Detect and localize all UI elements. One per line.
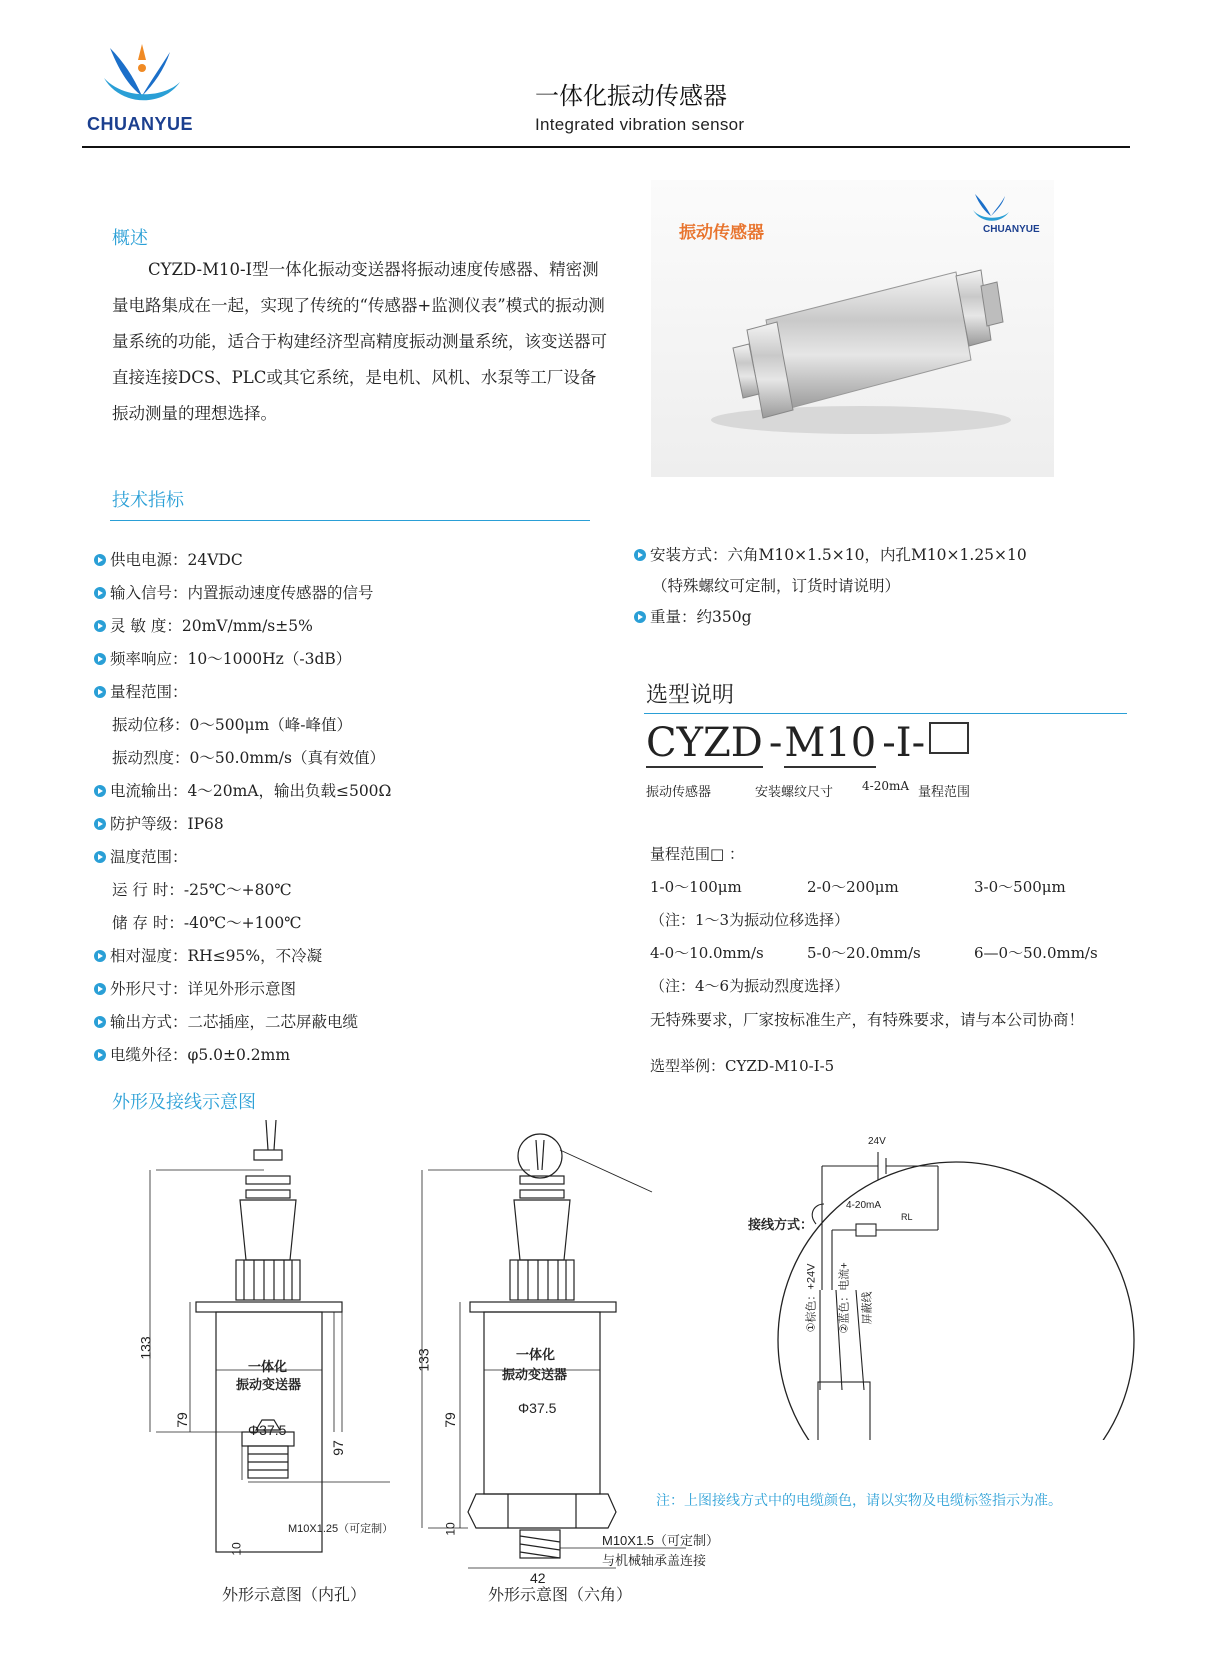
spec-text: 振动位移：0～500μm（峰-峰值） [112,716,352,734]
bullet-icon [94,785,106,797]
wiring-diagram [760,1120,1150,1440]
bullet-icon [94,983,106,995]
code-dash: - [768,720,783,766]
spec-text: 电流输出：4～20mA，输出负载≤500Ω [110,782,392,800]
mid-body-line2: 振动变送器 [502,1367,568,1382]
outline-drawing-hex [420,1120,720,1580]
page-title: 一体化振动传感器 [535,83,727,110]
specs-heading: 技术指标 [112,490,184,511]
bullet-icon [634,611,646,623]
left-thread-spec: M10X1.25（可定制） [288,1523,394,1535]
mid-dim-phi: Φ37.5 [518,1400,557,1416]
spec-item [94,977,296,999]
bullet-icon [94,686,106,698]
spec-text: 输出方式：二芯插座，二芯屏蔽电缆 [110,1013,359,1031]
spec-item [94,779,391,801]
range-note-2: （注：4～6为振动烈度选择） [650,977,850,995]
code-label-thread: 安装螺纹尺寸 [755,785,834,800]
mid-body-line1: 一体化 [516,1347,556,1362]
logo-mark-icon [80,38,200,108]
spec-item [94,581,374,603]
overview-text: CYZD-M10-I型一体化振动变送器将振动速度传感器、精密测量电路集成在一起，实现了传统的“传感器+监测仪表”模式的振动测量系统的功能，适合于构建经济型高精度振动测量系统，该变送器可直接连接DCS、PLC或其它系统，是电机、风机、水泵等工厂设备振动测量的理想选择。 [112,260,607,423]
range-option-5: 5-0～20.0mm/s [807,944,921,962]
spec-item [634,605,752,627]
left-body-line1: 一体化 [248,1359,288,1374]
spec-text: 储 存 时：-40℃～+100℃ [112,914,302,932]
spec-text: 相对湿度：RH≤95%，不冷凝 [110,947,323,965]
code-thread: M10 [784,720,877,766]
spec-item [94,1043,290,1065]
code-label-series: 振动传感器 [646,785,712,800]
spec-text: 输入信号：内置振动速度传感器的信号 [110,584,374,602]
left-dim-79: 79 [173,1412,190,1428]
drawings-heading: 外形及接线示意图 [112,1092,256,1113]
spec-item [94,647,351,669]
left-caption: 外形示意图（内孔） [222,1585,367,1604]
spec-text: 运 行 时：-25℃～+80℃ [112,881,292,899]
mid-dim-79: 79 [441,1412,458,1428]
left-dim-97: 97 [329,1440,346,1456]
spec-item [652,574,900,596]
bullet-icon [94,1049,106,1061]
mid-dim-133: 133 [415,1348,432,1372]
left-dim-133: 133 [137,1336,154,1360]
wiring-label: 接线方式： [748,1217,814,1232]
bullet-icon [94,1016,106,1028]
wiring-wire-brown: ①棕色：+24V [805,1263,818,1333]
code-series: CYZD [646,720,763,766]
brand-name: CHUANYUE [86,114,193,134]
selection-heading: 选型说明 [646,683,735,708]
bullet-icon [94,818,106,830]
product-photo [651,180,1054,477]
bullet-icon [94,950,106,962]
spec-text: 安装方式：六角M10×1.5×10，内孔M10×1.25×10 [650,546,1027,564]
spec-item [94,944,322,966]
bullet-icon [94,587,106,599]
spec-text: 供电电源：24VDC [110,551,243,569]
spec-text: 防护等级：IP68 [110,815,224,833]
model-code [646,720,969,768]
spec-item [634,543,1027,565]
overview-heading: 概述 [112,228,148,249]
code-range-box [929,722,969,754]
wiring-current: 4-20mA [846,1200,882,1211]
code-label-output: 4-20mA [862,779,910,793]
range-option-1: 1-0～100μm [650,878,742,896]
spec-text: 电缆外径：φ5.0±0.2mm [110,1046,291,1064]
selection-example: 选型举例：CYZD-M10-I-5 [650,1057,835,1075]
photo-label: 振动传感器 [679,223,764,242]
spec-text: 量程范围： [110,683,188,701]
mid-dim-42: 42 [530,1570,546,1586]
spec-text: 重量：约350g [650,608,752,626]
wiring-wire-shield: 屏蔽线 [861,1291,874,1325]
spec-text: 外形尺寸：详见外形示意图 [110,980,297,998]
bullet-icon [634,549,646,561]
spec-item [112,713,352,735]
page-subtitle: Integrated vibration sensor [535,115,745,134]
spec-item [94,614,313,636]
spec-item [112,878,292,900]
sensor-photo-icon [651,180,1054,477]
spec-item [94,548,243,570]
spec-text: 频率响应：10～1000Hz（-3dB） [110,650,352,668]
mid-dim-10: 10 [443,1522,458,1536]
wiring-wire-blue: ②蓝色：电流+ [838,1262,851,1334]
left-dim-10: 10 [229,1542,244,1556]
range-note-1: （注：1～3为振动位移选择） [650,911,850,929]
range-option-3: 3-0～500μm [974,878,1066,896]
code-output: -I- [882,720,926,766]
specs-heading-rule [110,520,590,521]
logo [80,38,200,134]
mid-caption: 外形示意图（六角） [488,1585,633,1604]
mid-thread-spec: M10X1.5（可定制） [602,1533,720,1548]
spec-text: 振动烈度：0～50.0mm/s（真有效值） [112,749,385,767]
spec-text: （特殊螺纹可定制，订货时请说明） [652,577,901,595]
range-option-4: 4-0～10.0mm/s [650,944,764,962]
bullet-icon [94,620,106,632]
left-body-line2: 振动变送器 [236,1377,302,1392]
range-option-2: 2-0～200μm [807,878,899,896]
bullet-icon [94,653,106,665]
wiring-rl: RL [901,1212,913,1222]
range-title: 量程范围□ ： [650,845,744,863]
header-divider [82,146,1130,148]
spec-item [94,1010,358,1032]
spec-text: 灵 敏 度：20mV/mm/s±5% [110,617,313,635]
left-dim-phi: Φ37.5 [248,1422,287,1438]
spec-item [112,746,385,768]
photo-brand: CHUANYUE [983,224,1040,235]
wiring-24v: 24V [868,1136,886,1147]
bullet-icon [94,851,106,863]
spec-item [94,845,188,867]
wiring-note: 注：上图接线方式中的电缆颜色，请以实物及电缆标签指示为准。 [656,1493,1062,1509]
range-option-6: 6—0～50.0mm/s [974,944,1098,962]
spec-text: 温度范围： [110,848,188,866]
spec-item [94,680,188,702]
mid-thread-note: 与机械轴承盖连接 [602,1553,707,1568]
spec-item [94,812,224,834]
selection-heading-rule [644,713,1127,714]
code-label-range: 量程范围 [918,785,971,800]
special-request-note: 无特殊要求，厂家按标准生产，有特殊要求，请与本公司协商！ [650,1011,1085,1029]
spec-item [112,911,302,933]
bullet-icon [94,554,106,566]
